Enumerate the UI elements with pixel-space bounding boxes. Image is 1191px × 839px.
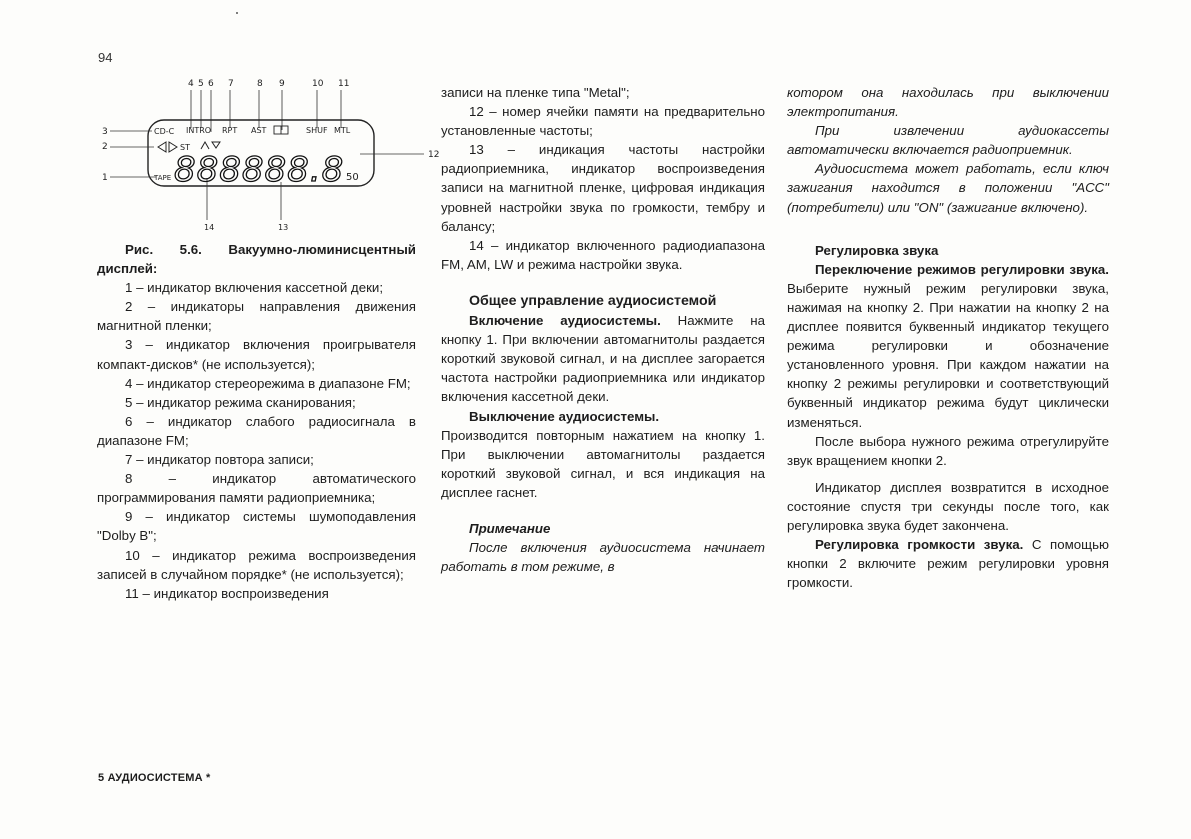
- note-text-continued: котором она находилась при выключении электропитания.: [787, 85, 1109, 120]
- figure-caption: Рис. 5.6. Вакуумно-люминисцентный дисплей:: [97, 242, 416, 277]
- legend-item-10: 10 – индикатор режима воспроизведения записей в случайном порядке* (не используется);: [97, 547, 416, 582]
- display-digits: 888888.8: [174, 150, 345, 190]
- power-on-title: Включение аудиосистемы.: [469, 313, 661, 329]
- callout-13: 13: [278, 223, 289, 232]
- paragraph-ignition: Аудиосистема может работать, если ключ зажигания находится в положении "ACC" (потребители) или "ON" (зажигание включено).: [787, 161, 1109, 215]
- callout-5: 5: [198, 79, 204, 89]
- legend-item-14: 14 – индикатор включенного радиодиапазона FM, AM, LW и режима настройки звука.: [441, 237, 765, 272]
- power-off-text: Производится повторным нажатием на кнопку 1. При выключении автомагнитолы раздается короткий звуковой сигнал, и вся индикация на дисплее гаснет.: [441, 427, 765, 500]
- ink-dot: [236, 12, 238, 14]
- column-2: [441, 83, 765, 576]
- legend-item-2: 2 – индикаторы направления движения магнитной пленки;: [97, 299, 416, 334]
- paragraph-switch-modes: [787, 260, 1109, 432]
- power-on-text: Нажмите на кнопку 1. При включении автомагнитолы раздается короткий звуковой сигнал, и на дисплее загорается частота настройки радиоприемника или индикатор включения кассетной деки.: [441, 313, 765, 405]
- legend-item-12: 12 – номер ячейки памяти на предварительно установленные частоты;: [441, 104, 765, 139]
- label-tape: TAPE: [154, 174, 172, 182]
- volume-text: С помощью кнопки 2 включите режим регулировки уровня громкости.: [787, 537, 1109, 591]
- left-leader-lines: [110, 131, 156, 177]
- column-1: [97, 240, 416, 603]
- legend-item-7: 7 – индикатор повтора записи;: [125, 452, 314, 468]
- chapter-footer: 5 АУДИОСИСТЕМА *: [98, 772, 211, 784]
- callout-4: 4: [188, 79, 194, 89]
- label-shuf: SHUF: [306, 126, 328, 135]
- callout-14: 14: [204, 223, 215, 232]
- legend-item-9: 9 – индикатор системы шумоподавления "Dolby B";: [97, 509, 416, 544]
- note-text: После включения аудиосистема начинает работать в том режиме, в: [441, 540, 765, 575]
- legend-item-3: 3 – индикатор включения проигрывателя компакт-дисков* (не используется);: [97, 337, 416, 372]
- switch-modes-title: Переключение режимов регулировки звука.: [815, 261, 1109, 277]
- display-diagram: [88, 70, 448, 238]
- legend-item-5: 5 – индикатор режима сканирования;: [125, 394, 356, 410]
- label-rpt: RPT: [222, 126, 238, 135]
- callout-7: 7: [228, 79, 234, 89]
- display-small-number: 50: [346, 172, 359, 183]
- paragraph-cassette-eject: При извлечении аудиокассеты автоматически включается радиоприемник.: [787, 123, 1109, 158]
- tape-direction-left-arrow-icon: [158, 142, 166, 152]
- callout-6: 6: [208, 79, 214, 89]
- scan-icon: [201, 142, 209, 149]
- legend-item-11: 11 – индикатор воспроизведения: [125, 585, 329, 601]
- label-mtl: MTL: [334, 126, 351, 135]
- callout-9: 9: [279, 79, 285, 89]
- paragraph-power-on: [441, 311, 765, 406]
- note-title: Примечание: [469, 520, 551, 536]
- section-heading-general-control: Общее управление аудиосистемой: [469, 292, 717, 309]
- callout-11: 11: [338, 79, 350, 89]
- label-cdc: CD-C: [154, 127, 175, 136]
- callout-3: 3: [102, 127, 108, 137]
- section-heading-sound: Регулировка звука: [815, 242, 939, 258]
- legend-item-1: 1 – индикатор включения кассетной деки;: [125, 280, 384, 296]
- switch-modes-text: Выберите нужный режим регулировки звука, нажимая на кнопку 2. При нажатии на кнопку 2 на дисплее появится буквенный индикатор текущего режима регулировки и обозначение установленного уровня. При каждом нажатии на кнопку 2 режимы регулировки и соответствующий буквенный индикатор режима будут циклически изменяться.: [787, 280, 1109, 430]
- paragraph-display-reset: Индикатор дисплея возвратится в исходное состояние спустя три секунды после того, как регулировка звука будет закончена.: [787, 479, 1109, 533]
- volume-title: Регулировка громкости звука.: [815, 537, 1024, 553]
- label-ast: AST: [251, 126, 267, 135]
- paragraph-volume: [787, 535, 1109, 592]
- callout-2: 2: [102, 142, 108, 152]
- display-diagram-figure: [88, 70, 448, 238]
- legend-item-8: 8 – индикатор автоматического программирования памяти радиоприемника;: [97, 471, 416, 506]
- callout-10: 10: [312, 79, 324, 89]
- callout-1: 1: [102, 173, 108, 183]
- label-intro: INTRO: [186, 126, 212, 135]
- callout-8: 8: [257, 79, 263, 89]
- power-off-title: Выключение аудиосистемы.: [469, 408, 660, 424]
- legend-item-13: 13 – индикация частоты настройки радиоприемника, индикатор воспроизведения записи на магнитной пленке, цифровая индикация уровней настройки звука по громкости, тембру и балансу;: [441, 142, 765, 234]
- legend-item-6: 6 – индикатор слабого радиосигнала в диапазоне FM;: [97, 413, 416, 448]
- callout-12: 12: [428, 150, 440, 160]
- weak-signal-icon: [212, 142, 220, 148]
- page-number: 94: [98, 50, 113, 65]
- legend-item-11-continued: записи на пленке типа "Metal";: [441, 85, 630, 100]
- label-st: ST: [180, 143, 190, 152]
- column-3: [787, 83, 1109, 592]
- paragraph-adjust: После выбора нужного режима отрегулируйте звук вращением кнопки 2.: [787, 433, 1109, 468]
- legend-item-4: 4 – индикатор стереорежима в диапазоне FM;: [125, 375, 411, 391]
